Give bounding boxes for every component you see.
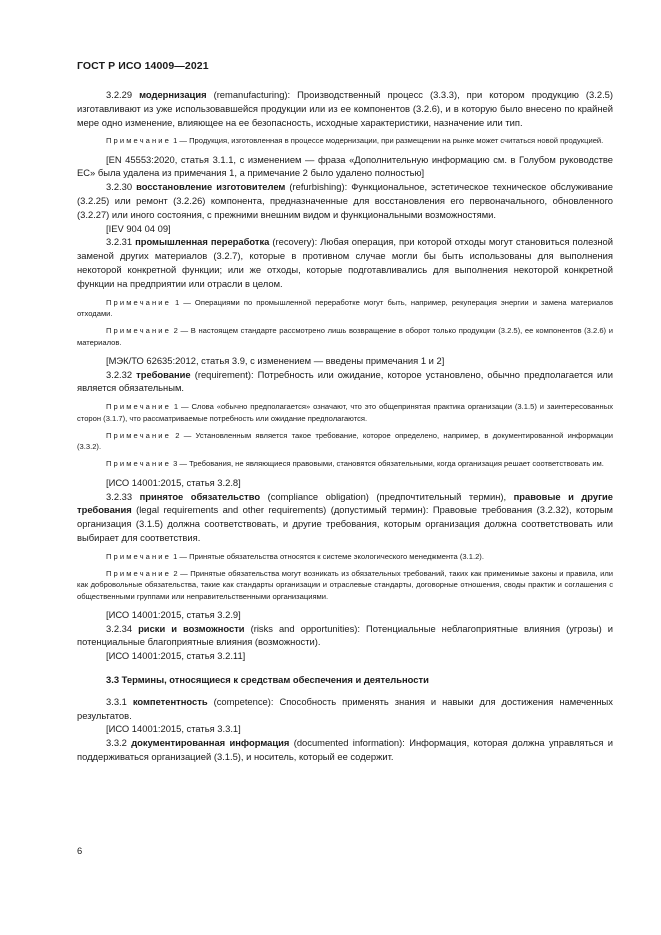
note-paragraph xyxy=(77,401,613,424)
term-body: (requirement): Потребность или ожидание, которое установлено, обычно предполагается или является обязательным. xyxy=(77,368,613,394)
term-number: 3.2.34 xyxy=(106,622,139,634)
reference-paragraph: [МЭК/ТО 62635:2012, статья 3.9, с изменением — введены примечания 1 и 2] xyxy=(106,354,445,366)
term-body: (legal requirements and other requirements) (допустимый термин): Правовые требования (3.2.32), которым организация (3.1.5) должна соответствовать, и другие требования, которым организация должна соответствовать или выбирает для соответствия. xyxy=(77,504,613,543)
term-number: 3.2.33 xyxy=(106,490,140,502)
reference-paragraph: [EN 45553:2020, статья 3.1.1, с изменением — фраза «Дополнительную информацию см. в Голубом руководстве ЕС» была удалена из примечания 1, а примечание 2 было удалено полностью] xyxy=(77,153,613,179)
term-definition xyxy=(77,695,613,723)
note-label: Примечание xyxy=(106,136,171,146)
note-label: Примечание xyxy=(106,459,171,469)
term-number: 3.2.30 xyxy=(106,181,137,193)
note-text: 3 — Требования, не являющиеся правовыми, становятся обязательными, когда организация решает соответствовать им. xyxy=(170,459,604,469)
note-text: 2 — В настоящем стандарте рассмотрено лишь возвращение в оборот только продукции (3.2.5), ее компонентов (3.2.6) и материалов. xyxy=(77,326,613,347)
section-heading: 3.3 Термины, относящиеся к средствам обеспечения и деятельности xyxy=(106,674,429,686)
term-name: требование xyxy=(136,368,191,380)
term-name: промышленная переработка xyxy=(135,236,270,248)
note-text: 1 — Принятые обязательства относятся к системе экологического менеджмента (3.1.2). xyxy=(170,551,484,561)
term-number: 3.2.32 xyxy=(106,368,137,380)
note-label: Примечание xyxy=(106,402,171,412)
note-text: 2 — Установленным является такое требование, которое определено, например, в документированной информации (3.3.2). xyxy=(77,430,613,452)
term-body: (recovery): Любая операция, при которой отходы могут становиться полезной заменой других материалов (3.2.7), которые в противном случае могли бы быть использованы для выполнения некоторой конкретной функции; или же отходы, которые подготавливались для выполнения некоторой конкретной функции на предприятии или отрасли в целом. xyxy=(77,236,614,289)
note-text: 1 — Продукция, изготовленная в процессе модернизации, при размещении на рынке может считаться новой продукцией. xyxy=(170,136,604,146)
note-paragraph xyxy=(77,325,613,348)
note-paragraph xyxy=(77,430,613,453)
term-definition xyxy=(77,622,613,650)
note-text: 1 — Операциями по промышленной переработке могут быть, например, рекуперация энергии и замена материалов отходами. xyxy=(77,297,613,318)
term-definition xyxy=(77,180,613,221)
term-definition xyxy=(77,368,613,396)
note-text: 1 — Слова «обычно предполагается» означают, что это общепринятая практика организации (3.1.5) и заинтересованных сторон (3.1.7), что рассматриваемые потребность или ожидание предполагаются. xyxy=(77,402,613,423)
term-number: 3.2.31 xyxy=(106,236,136,248)
note-paragraph xyxy=(77,135,613,146)
term-name: документированная информация xyxy=(131,737,290,749)
note-paragraph xyxy=(77,458,613,469)
term-name: компетентность xyxy=(132,695,208,707)
term-body: (documented information): Информация, которая должна управляться и поддерживаться организацией (3.1.5), и носитель, который ее содержит. xyxy=(77,737,613,763)
page-number: 6 xyxy=(77,845,83,856)
document-body xyxy=(77,88,613,764)
term-number: 3.3.2 xyxy=(106,737,132,749)
term-name: риски и возможности xyxy=(138,622,245,634)
term-name-alt: правовые и другие требования xyxy=(77,490,614,516)
term-body: (refurbishing): Функциональное, эстетическое техническое обслуживание (3.2.25) или ремонт (3.2.26) компонента, предназначенные для восстановления его первоначального, обновленного (3.2.27) или иного состояния, с прежними внешним видом и функциональными возможностями. xyxy=(77,181,613,220)
term-definition xyxy=(77,736,613,764)
note-paragraph xyxy=(77,568,613,602)
term-name: принятое обязательство xyxy=(139,490,261,502)
note-label: Примечание xyxy=(106,326,171,336)
note-paragraph xyxy=(77,551,613,562)
term-definition xyxy=(77,88,613,129)
term-body: (risks and opportunities): Потенциальные неблагоприятные влияния (угрозы) и потенциальные благоприятные влияния (возможности). xyxy=(77,622,614,648)
note-label: Примечание xyxy=(106,297,171,307)
term-name: модернизация xyxy=(139,89,207,100)
document-header: ГОСТ Р ИСО 14009—2021 xyxy=(77,60,209,72)
reference-paragraph: [IEV 904 04 09] xyxy=(106,222,171,234)
term-name: восстановление изготовителем xyxy=(136,181,286,193)
note-label: Примечание xyxy=(106,551,171,561)
term-body: (remanufacturing): Производственный процесс (3.3.3), при котором продукцию (3.2.5) изготавливают из уже использовавшейся продукции или из ее компонентов (3.2.6), и в которую было внесено по крайней мере одно изменение, влияющее на ее безопасность, исходные характеристики, назначение или тип. xyxy=(77,89,614,128)
reference-paragraph: [ИСО 14001:2015, статья 3.2.8] xyxy=(106,476,241,488)
note-label: Примечание xyxy=(106,430,171,440)
term-alt-english: (compliance obligation) (предпочтительный термин), xyxy=(260,490,514,502)
term-number: 3.3.1 xyxy=(106,695,133,707)
reference-paragraph: [ИСО 14001:2015, статья 3.2.9] xyxy=(106,608,241,620)
note-paragraph xyxy=(77,297,613,320)
note-label: Примечание xyxy=(106,569,171,578)
note-text: 2 — Принятые обязательства могут возникать из обязательных требований, таких как применимые законы и правила, или как добровольные обязательства, такие как стандарты организации и отраслевые стандарты, договорные отношения, своды практик и соглашения с общественными группами или неправительственными организациями. xyxy=(77,569,613,601)
term-definition xyxy=(77,490,613,545)
term-definition xyxy=(77,235,613,290)
reference-paragraph: [ИСО 14001:2015, статья 3.3.1] xyxy=(106,723,241,735)
term-number: 3.2.29 xyxy=(106,89,140,100)
reference-paragraph: [ИСО 14001:2015, статья 3.2.11] xyxy=(106,650,246,662)
term-body: (competence): Способность применять знания и навыки для достижения намеченных результатов. xyxy=(77,695,613,721)
